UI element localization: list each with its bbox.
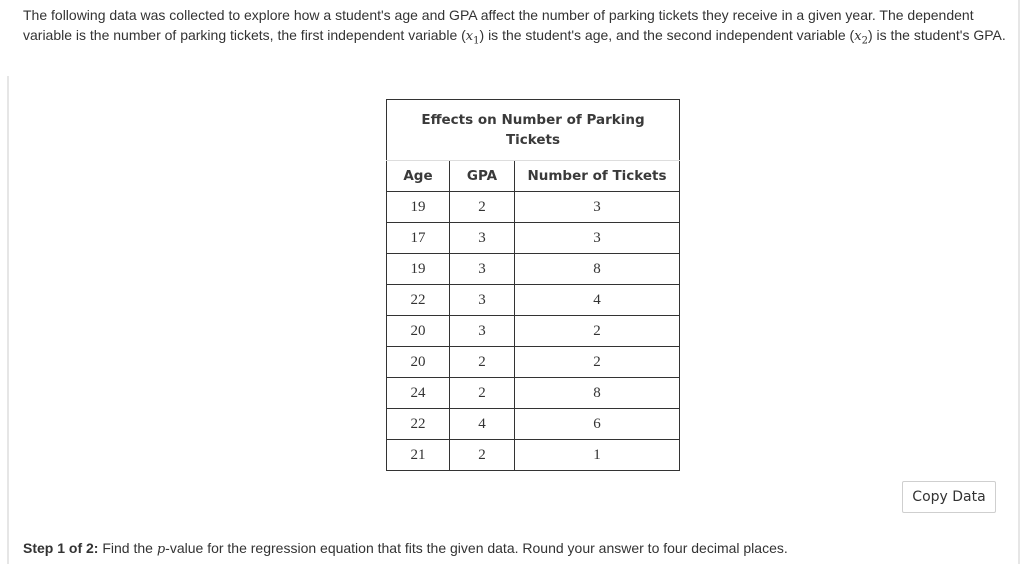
cell-tickets: 6	[515, 409, 680, 440]
table-row	[387, 192, 680, 223]
left-border-divider	[7, 76, 9, 564]
cell-age: 24	[387, 378, 450, 409]
cell-tickets: 8	[515, 254, 680, 285]
cell-tickets: 1	[515, 440, 680, 471]
cell-age: 17	[387, 223, 450, 254]
p-variable: p	[156, 542, 166, 557]
cell-tickets: 3	[515, 223, 680, 254]
copy-data-button[interactable]: Copy Data	[902, 481, 996, 513]
x2-variable: $x_2$	[854, 29, 868, 47]
table-row	[387, 409, 680, 440]
cell-gpa: 2	[450, 440, 515, 471]
cell-gpa: 2	[450, 378, 515, 409]
table-title: Effects on Number of Parking Tickets	[387, 100, 680, 161]
table-row	[387, 347, 680, 378]
cell-age: 22	[387, 285, 450, 316]
cell-age: 20	[387, 316, 450, 347]
table-row	[387, 378, 680, 409]
table-body	[387, 192, 680, 471]
cell-age: 22	[387, 409, 450, 440]
cell-tickets: 2	[515, 347, 680, 378]
cell-tickets: 8	[515, 378, 680, 409]
table-row	[387, 316, 680, 347]
cell-tickets: 2	[515, 316, 680, 347]
table-row	[387, 254, 680, 285]
right-border-divider	[1018, 0, 1020, 564]
step-instruction: Step 1 of 2: Find the p-value for the regression equation that fits the given data. Round your answer to four decimal places.	[23, 540, 788, 557]
column-header-age: Age	[387, 161, 450, 192]
table-row	[387, 440, 680, 471]
cell-gpa: 3	[450, 254, 515, 285]
cell-age: 19	[387, 192, 450, 223]
cell-age: 21	[387, 440, 450, 471]
step-label: Step 1 of 2:	[23, 540, 99, 556]
cell-age: 20	[387, 347, 450, 378]
table-row	[387, 223, 680, 254]
table-row	[387, 285, 680, 316]
column-header-tickets: Number of Tickets	[515, 161, 680, 192]
cell-gpa: 3	[450, 316, 515, 347]
x1-variable: $x_1$	[465, 29, 480, 47]
cell-gpa: 2	[450, 192, 515, 223]
parking-tickets-table	[386, 99, 680, 471]
column-header-gpa: GPA	[450, 161, 515, 192]
cell-gpa: 2	[450, 347, 515, 378]
cell-tickets: 4	[515, 285, 680, 316]
cell-age: 19	[387, 254, 450, 285]
cell-tickets: 3	[515, 192, 680, 223]
cell-gpa: 4	[450, 409, 515, 440]
problem-intro-text: The following data was collected to explore how a student's age and GPA affect the number of parking tickets they receive in a given year. The dependent variable is the number of parking tickets, the first independent variable $(x_1)$ is the student's age, and the second independent variable $(x_2)$ is the student's GPA.	[23, 7, 1006, 47]
cell-gpa: 3	[450, 223, 515, 254]
cell-gpa: 3	[450, 285, 515, 316]
